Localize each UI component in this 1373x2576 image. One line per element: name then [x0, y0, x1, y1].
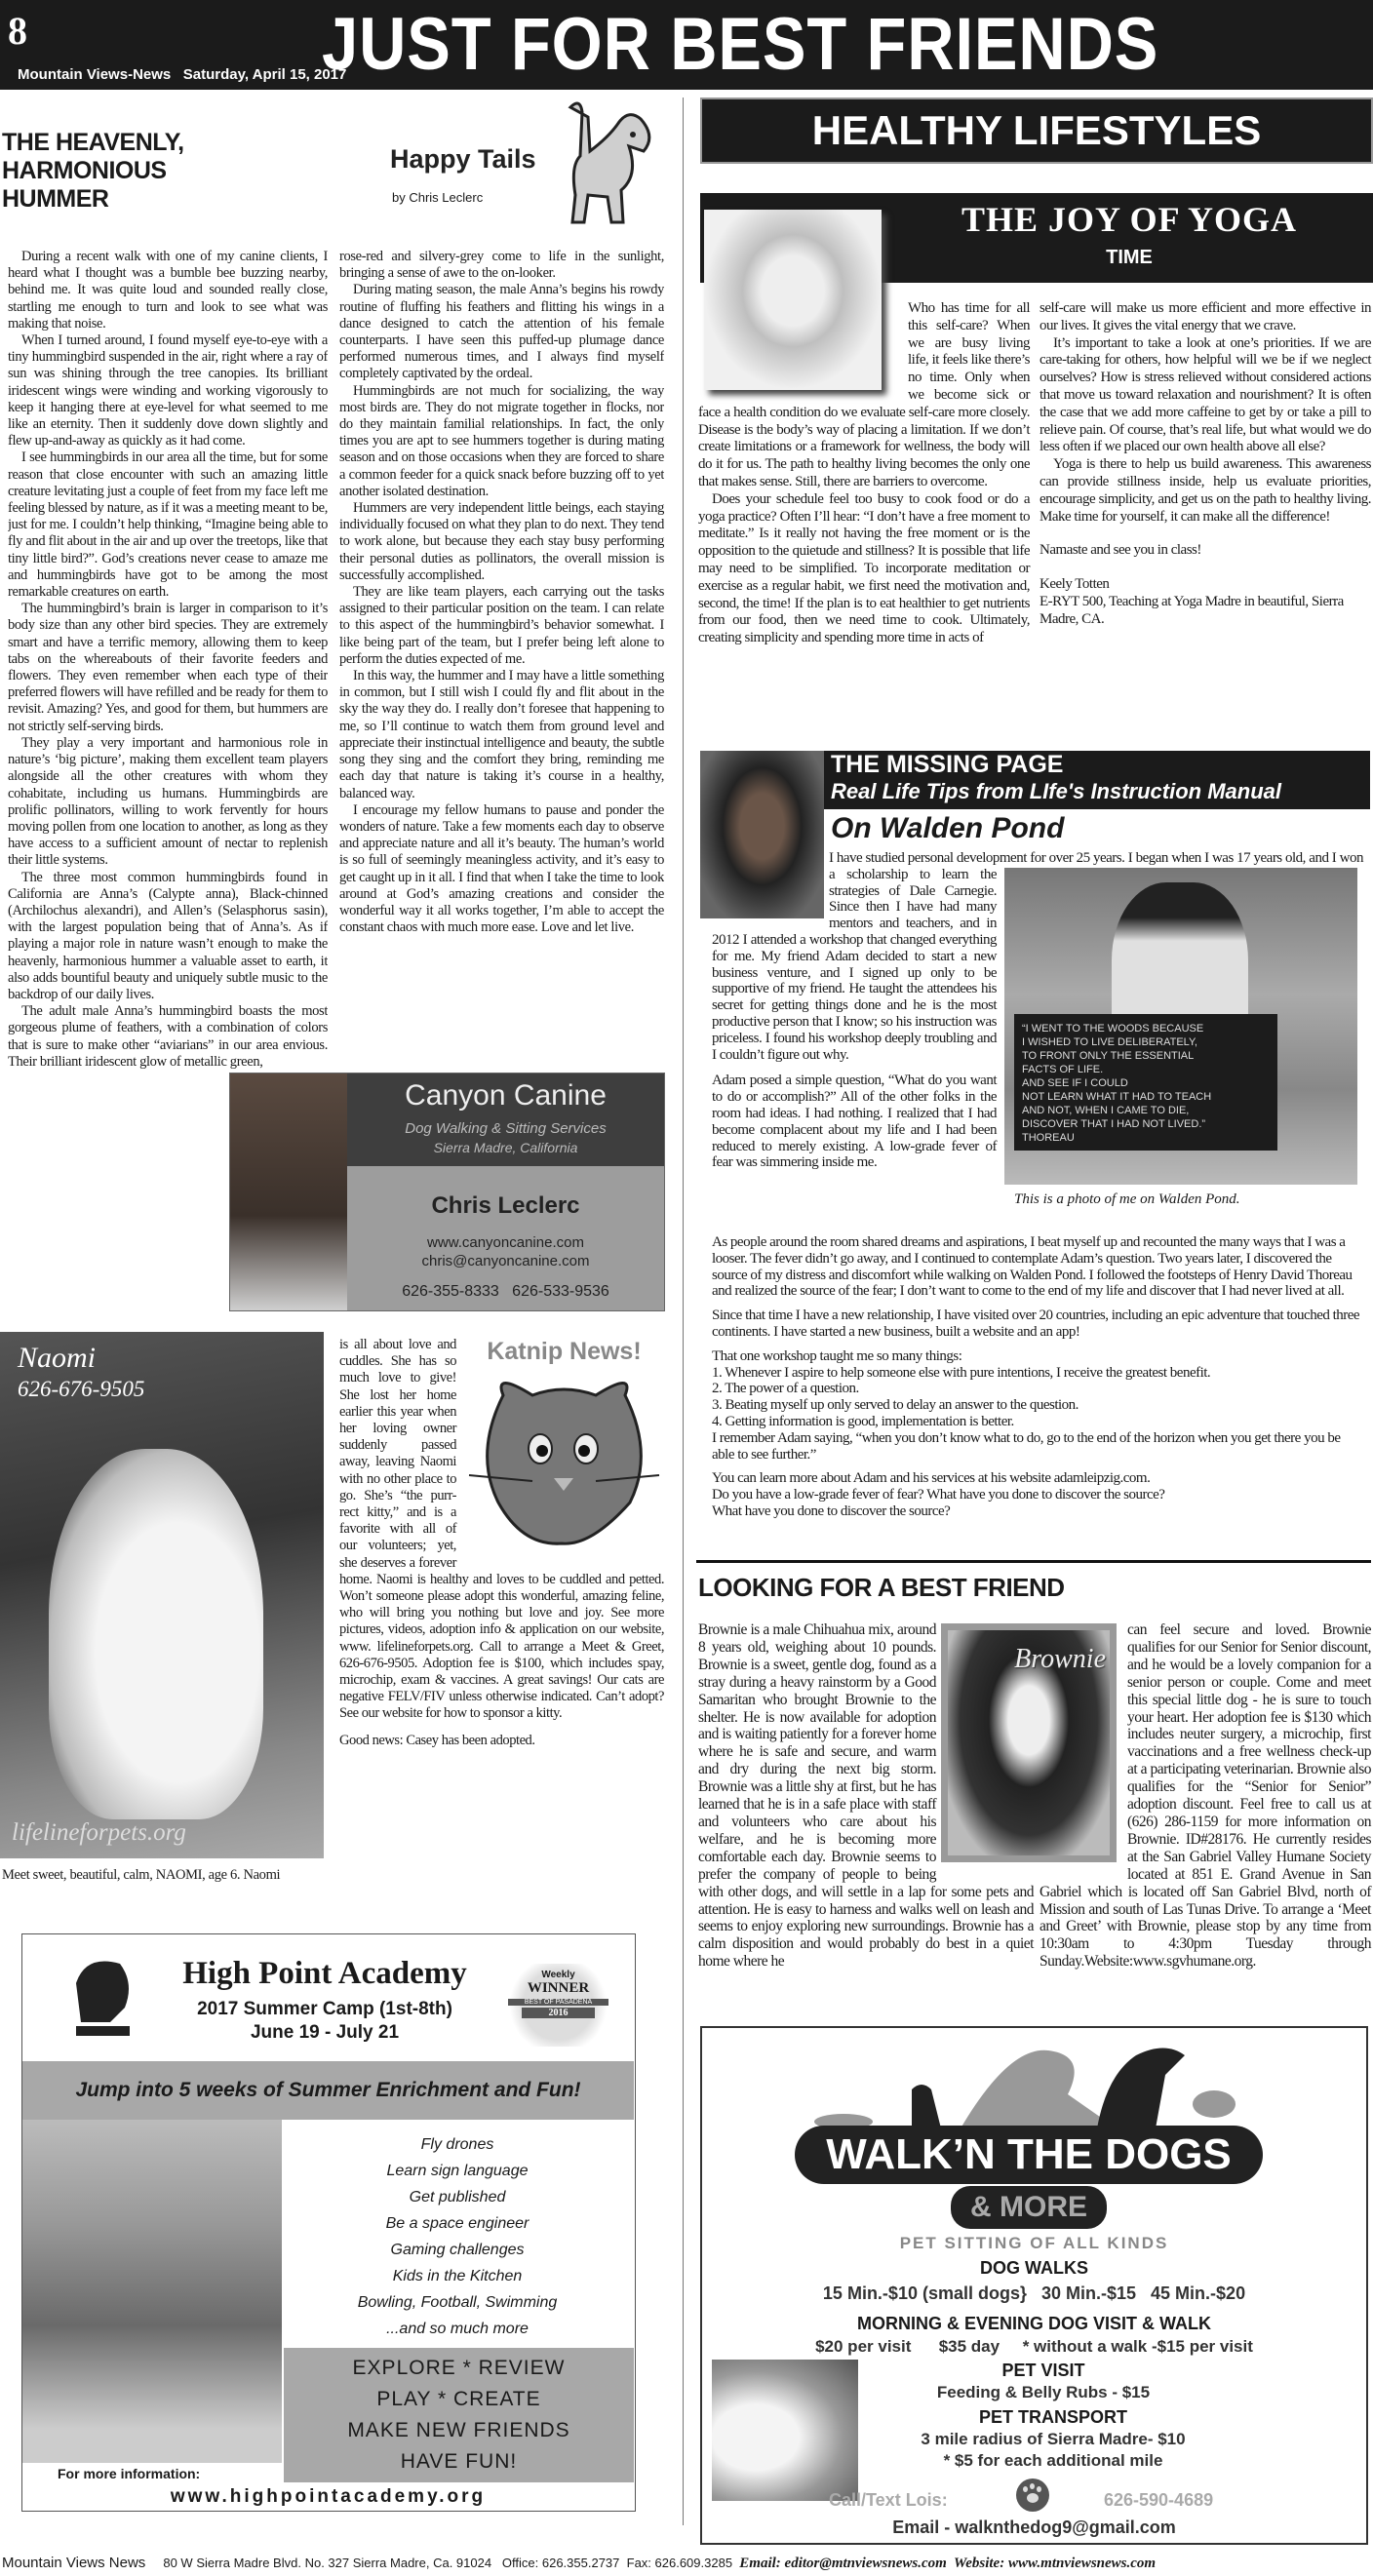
- masthead: [0, 0, 1373, 90]
- school-website[interactable]: www.highpointacademy.org: [170, 2486, 487, 2507]
- ad-person: Chris Leclerc: [431, 1192, 580, 1219]
- ad-location: Sierra Madre, California: [433, 1140, 578, 1155]
- naomi-description: is all about love and cuddles. She has so much love to give! She lost her home earlier this year when her loving owner suddenly passed away, leaving Naomi with no other place to go. She’s “the purr-rect kitty,” and is a favorite with all of our volunteers; yet, she deserves a forever home. Naomi is healthy and loves to be cuddled and petted. Won’t someone please adopt this wonderful, amazing feline, who will bring you nothing but love and joy. See more pictures, videos, adoption info & application on our website, www. lifelineforpets.org. Call to arrange a Meet & Greet, 626-676-9505. Adoption fee is $100, which includes spay, microchip, exam & vaccines. A great savings! Our cats are negative FELV/FIV unless otherwise indicated. Can’t adopt? See our website for how to sponsor a kitty.: [339, 1337, 664, 1722]
- sign-line: FACTS OF LIFE.: [1022, 1064, 1104, 1075]
- winner-badge: [502, 1964, 614, 2047]
- paragraph: Adam posed a simple question, “What do you want to do or accomplish?” All of the other folks in the room had ideas. I had nothing. I realized that I had become complacent about my life and I had been reduced to merely existing. A low-grade fever of fear was simmering inside me.: [712, 1073, 997, 1171]
- yoga-column-right: [1040, 300, 1371, 629]
- footer-fax: Fax: 626.609.3285: [626, 2556, 733, 2570]
- column-divider: [683, 98, 684, 2525]
- paragraph: I encourage my fellow humans to pause and ponder the wonders of nature. Take a few moments each day to observe and appreciate nature and all it’s beauty. The human’s world is so full of seemingly meaningless activity, and it’s easy to get caught up in it all. I find that when I take the time to look around at God’s amazing creations and consider the wonderful way it all works together, I’m able to accept the constant chaos with much more ease. Love and let live.: [339, 801, 664, 936]
- lois-and-dog-photo: [712, 2360, 858, 2501]
- thoreau-sign: [1014, 1014, 1277, 1151]
- paragraph: The adult male Anna’s hummingbird boasts the most gorgeous plume of feathers, with a combination of colors that is sure to make other “aviarians” in our area envious. Their brilliant iridescent glow of metallic green,: [8, 1003, 328, 1070]
- transport-extra: * $5 for each additional mile: [943, 2451, 1163, 2470]
- list-item: 4. Getting information is good, implementation is better.: [712, 1413, 1014, 1429]
- photo-label: Brownie: [1014, 1644, 1106, 1674]
- activity-item: Learn sign language: [386, 2163, 529, 2179]
- camp-dates: June 19 - July 21: [250, 2022, 400, 2043]
- photo-phone: 626-676-9505: [18, 1377, 145, 1401]
- paragraph: When I turned around, I found myself eye-to-eye with a tiny hummingbird suspended in the air, right where a ray of sun was shining through the tree canopies. Its brilliant iridescent wings were winding and working vigorously to keep it hanging there at eye-level for what seemed to me like an eternity. Then it suddenly dove down slightly and flew up-and-away as quickly as it had come.: [8, 332, 328, 449]
- paragraph: You can learn more about Adam and his services at his website adamleipzig.com.: [712, 1470, 1151, 1487]
- sign-line: DISCOVER THAT I HAD NOT LIVED.”: [1022, 1118, 1206, 1130]
- paragraph: rose-red and silvery-grey come to life in the sunlight, bringing a sense of awe to the on-looker.: [339, 249, 664, 282]
- sign-line: AND SEE IF I COULD: [1022, 1077, 1128, 1089]
- walden-photo-figure: [1004, 868, 1363, 1227]
- paragraph: In this way, the hummer and I may have a little something in common, but I still wish I could fly and flit about in the sky the way they do. I really don’t foresee that happening to me, so I’ll continue to watch them from ground level and appreciate their instinctual intelligence and beauty, the subtle song they sing and the comfort they bring, reminding me each day that nature is taking it’s course in a healthy, balanced way.: [339, 668, 664, 801]
- footer: [2, 2555, 1373, 2572]
- dog-cartoon-icon: [551, 98, 668, 229]
- ad-tagline: Dog Walking & Sitting Services: [405, 1120, 607, 1137]
- pet-silhouettes-icon: [795, 2036, 1263, 2133]
- paragraph: Hummingbirds are not much for socializing, the way most birds are. They do not migrate together in flocks, nor do they maintain familial relationships. In fact, the only times you are apt to see hummers together is during mating season and on those occasions when they are forced to share a common feeder for a quick snack before buzzing off to yet another isolated destination.: [339, 382, 664, 499]
- slogan: EXPLORE * REVIEW: [352, 2357, 566, 2379]
- camp-title: 2017 Summer Camp (1st-8th): [197, 1999, 452, 2019]
- naomi-text: [339, 1337, 664, 1749]
- transport-price: 3 mile radius of Sierra Madre- $10: [921, 2430, 1186, 2448]
- ad-email[interactable]: chris@canyoncanine.com: [421, 1253, 590, 1269]
- footer-office: Office: 626.355.2737: [501, 2556, 620, 2570]
- transport-title: PET TRANSPORT: [978, 2407, 1127, 2427]
- photo-name: Naomi: [18, 1342, 97, 1374]
- sign-line: NOT LEARN WHAT IT HAD TO TEACH: [1022, 1091, 1212, 1103]
- section-title: LOOKING FOR A BEST FRIEND: [698, 1573, 1065, 1602]
- footer-website[interactable]: Website: www.mtnviewsnews.com: [954, 2556, 1157, 2571]
- footer-address: 80 W Sierra Madre Blvd. No. 327 Sierra Madre, Ca. 91024: [163, 2556, 492, 2570]
- slogans: [284, 2348, 634, 2482]
- paragraph: Hummers are very independent little beings, each staying individually focused on what they plan to do next. They tend to work alone, but because they each stay busy performing their personal duties as pollinators, the overall mission is successfully accomplished.: [339, 500, 664, 583]
- high-point-academy-ad: [21, 1933, 636, 2512]
- sign-line: AND NOT, WHEN I CAME TO DIE,: [1022, 1105, 1190, 1116]
- ad-logo-name: WALK’N THE DOGS: [795, 2126, 1263, 2184]
- section-title: JUST FOR BEST FRIENDS: [322, 3, 1159, 86]
- eagle-logo-icon: [66, 1954, 135, 2042]
- sign-line: TO FRONT ONLY THE ESSENTIAL: [1022, 1050, 1195, 1062]
- walkn-the-dogs-ad: [700, 2026, 1368, 2545]
- column-title: THE JOY OF YOGA: [961, 200, 1297, 239]
- activity-item: Bowling, Football, Swimming: [357, 2294, 558, 2311]
- ad-name: Canyon Canine: [405, 1079, 607, 1112]
- phone[interactable]: 626-590-4689: [1104, 2490, 1214, 2510]
- slogan: PLAY * CREATE: [376, 2388, 541, 2410]
- school-name: High Point Academy: [182, 1956, 467, 1991]
- brownie-text-right: can feel secure and loved. Brownie qualifies for our Senior for Senior discount, and he would be a lovely companion for a senior person or couple. Come and meet this special little dog - he is sure to touch your heart. Her adoption fee is $130 which includes neuter surgery, a microchip, first vaccinations and a free wellness check-up at a participating veterinarian. Brownie also qualifies for the “Senior for Senior” adoption discount. Feel free to call us at (626) 286-1159 for more information on Brownie. ID#28176. He currently resides at the San Gabriel Valley Humane Society located at 851 E. Grand Avenue in San Gabriel which is located off San Gabriel Blvd, north of Mission and south of Las Tunas Drive. To arrange a ‘Meet and Greet’ with Brownie, please stop by any time from 10:30am to 4:30pm Tuesday through Sunday.Website:www.sgvhumane.org.: [1040, 1621, 1371, 1971]
- paragraph: During a recent walk with one of my canine clients, I heard what I thought was a bumble bee buzzing nearby, behind me. It was quite loud and sounded really close, startling me enough to turn and look to see what was making that noise.: [8, 249, 328, 332]
- footer-publication: Mountain Views News: [2, 2555, 146, 2571]
- cat-figure: [49, 1449, 263, 1819]
- activity-list: [282, 2131, 633, 2342]
- paw-print-icon: [1016, 2478, 1049, 2512]
- naomi-photo: [0, 1332, 324, 1858]
- paragraph: The three most common hummingbirds found in California are Anna’s (Calypte anna), Black-chinned (Archilochus alexandri), and Allen’s (Selasphorus sasin), with the largest population being that of Anna’s. As if playing a major role in nature wasn’t enough to make the heavenly, harmonious hummer a valuable asset to earth, it also adds bountiful beauty and uniquely subtle music to the backdrop of our daily lives.: [8, 869, 328, 1002]
- list-item: 2. The power of a question.: [712, 1381, 859, 1397]
- activity-item: Gaming challenges: [390, 2242, 525, 2258]
- paragraph: The hummingbird’s brain is larger in comparison to it’s body size than any other bird species. They are extremely smart and have a terrific memory, allowing them to keep tabs on the whereabouts of their favorite feeders and flowers. They even remember when each type of their preferred flowers will have refilled and be ready for them to revisit. Amazing? Yes, and good for them, but hummers are not strictly self-serving birds.: [8, 601, 328, 734]
- happy-tails-logo: [390, 98, 673, 229]
- photo-website: lifelineforpets.org: [12, 1819, 186, 1846]
- dateline: [18, 66, 346, 83]
- dog-walks-prices: 15 Min.-$10 (small dogs} 30 Min.-$15 45 Min.-$20: [822, 2283, 1246, 2303]
- call-label: Call/Text Lois:: [829, 2490, 948, 2510]
- dog-walks-title: DOG WALKS: [980, 2258, 1088, 2278]
- brownie-column-right: [1040, 1621, 1371, 1971]
- ad-email[interactable]: Email - walknthedog9@gmail.com: [892, 2517, 1176, 2537]
- author-credentials: E-RYT 500, Teaching at Yoga Madre in beautiful, Sierra Madre, CA.: [1040, 593, 1344, 627]
- brownie-text-left: Brownie is a male Chihuahua mix, around 8 years old, weighing about 10 pounds. Brownie is a sweet, gentle dog, found as a stray during a heavy rainstorm by a Good Samaritan who brought Brownie to the shelter. He is now available for adoption and is waiting patiently for a forever home where he is safe and secure, and warm and dry during the next big storm. Brownie was a little shy at first, but he has learned that he is in a safe place with staff and volunteers who care about his welfare, and he is becoming more comfortable each day. Brownie seems to prefer the company of people to being with other dogs, and will settle in a lap for some pets and attention. He is easy to harness and walks well on leash and seems to enjoy exploring new surroundings. Brownie has a calm disposition and would probably do best in a quiet home where he: [698, 1621, 1034, 1971]
- pet-visit-title: PET VISIT: [1001, 2361, 1085, 2380]
- paragraph: They are like team players, each carrying out the tasks assigned to their particular position on the team. I can relate to this aspect of the hummingbird’s behavior somewhat. I like being part of the team, but I prefer being left alone to perform the duties expected of me.: [339, 584, 664, 667]
- badge-year: 2016: [522, 2008, 595, 2018]
- katnip-title: Katnip News!: [487, 1338, 642, 1365]
- info-label: For more information:: [58, 2466, 201, 2481]
- sign-line: THOREAU: [1022, 1132, 1075, 1144]
- canyon-canine-ad: [229, 1073, 665, 1311]
- activity-item: ...and so much more: [386, 2321, 529, 2337]
- paragraph: Does your schedule feel too busy to cook food or do a yoga practice? Often I’ll hear: “I don’t have a free moment to meditate.” Is it really not having the free moment or is the opposition to the quietude and stillness? It is possible that life may need to be simplified. To incorporate meditation or exercise as a regular habit, we first need the motivation and, second, the time! If the plan is to eat healthier to get nutrients from our food, then we need time to cook. Ultimately, creating simplicity and spending more time in acts of: [698, 490, 1030, 646]
- photo-caption: This is a photo of me on Walden Pond.: [1014, 1191, 1240, 1207]
- signoff: Namaste and see you in class!: [1040, 542, 1201, 559]
- adam-quote: I remember Adam saying, “when you don’t know what to do, go to the end of the horizon when you get there you be able to see further.”: [712, 1429, 1341, 1463]
- column-logo-text: Happy Tails: [390, 144, 536, 174]
- brownie-column-left: [698, 1621, 1034, 1971]
- naomi-caption: Meet sweet, beautiful, calm, NAOMI, age 6. Naomi: [2, 1867, 281, 1883]
- yoga-column-left: [698, 300, 1030, 647]
- visit-prices: $20 per visit $35 day * without a walk -$15 per visit: [815, 2337, 1253, 2356]
- activity-item: Get published: [409, 2189, 506, 2205]
- pet-visit-price: Feeding & Belly Rubs - $15: [936, 2383, 1151, 2401]
- ad-website[interactable]: www.canyoncanine.com: [427, 1234, 584, 1251]
- article-title: THE HEAVENLY, HARMONIOUS HUMMER: [2, 129, 184, 213]
- paragraph: self-care will make us more efficient and more effective in our lives. It gives the vital energy that we crave.: [1040, 300, 1371, 333]
- missing-page-text: [712, 850, 1363, 1520]
- ad-tagline: PET SITTING OF ALL KINDS: [899, 2234, 1169, 2252]
- badge-top: Weekly: [541, 1970, 575, 1980]
- paragraph: What have you done to discover the source?: [712, 1503, 951, 1519]
- activity-item: Kids in the Kitchen: [392, 2268, 523, 2284]
- girl-jumping-photo: [22, 2120, 282, 2463]
- list-item: 1. Whenever I aspire to help someone else with pure intentions, I receive the greatest benefit.: [712, 1364, 1211, 1381]
- ad-phone-1: 626-355-8333: [402, 1283, 499, 1300]
- activity-item: Fly drones: [420, 2136, 494, 2153]
- publication-name: Mountain Views-News: [18, 66, 172, 83]
- footer-email[interactable]: Email: editor@mtnviewsnews.com: [739, 2556, 947, 2571]
- badge-ribbon: BEST OF PASADENA: [508, 1999, 608, 2006]
- healthy-lifestyles-header: HEALTHY LIFESTYLES: [700, 98, 1373, 164]
- sign-line: “I WENT TO THE WOODS BECAUSE: [1022, 1023, 1204, 1034]
- activity-item: Be a space engineer: [385, 2215, 530, 2232]
- paragraph: Yoga is there to help us build awareness. This awareness can provide stillness inside, help us evaluate priorities, encourage simplicity, and get us on the path to healthy living. Make time for yourself, it can make all the difference!: [1040, 456, 1371, 525]
- paragraph: Since that time I have a new relationship, I have visited over 20 countries, including an epic adventure that touched three continents. I have started a new business, built a website and an app!: [712, 1308, 1360, 1340]
- ad-phones: [347, 1283, 664, 1301]
- list-intro: That one workshop taught me so many things:: [712, 1347, 962, 1364]
- article-title: On Walden Pond: [831, 812, 1065, 844]
- bloodhound-photo: [230, 1073, 347, 1310]
- paragraph: I have studied personal development for over 25 years. I began when I was 17 years old, and I won a scholarship to learn the strategies of Dale Carnegie. Since then I have had many mentors and teachers, and in 2012 I attended a workshop that changed everything for me. My friend Adam decided to start a new business venture, and I signed up only to be supportive of my friend. He taught the attendees his secret for getting things done and he is the most productive person that I know; so his instruction was priceless. I found his workshop deeply troubling and I couldn’t figure out why.: [712, 850, 1363, 1063]
- ad-phone-2: 626-533-9536: [512, 1283, 609, 1300]
- paragraph: It’s important to take a look at one’s priorities. If we are care-taking for others, how helpful will we be if we neglect ourselves? How is stress relieved without considered actions that move us toward relaxation and nourishment? It is often the case that we add more caffeine to get by or take a pill to relieve pain. Of course, that’s real life, but what would we do less often if we placed our own health above all else?: [1040, 334, 1371, 455]
- sign-line: I WISHED TO LIVE DELIBERATELY,: [1022, 1036, 1197, 1048]
- slogan: MAKE NEW FRIENDS: [347, 2419, 570, 2441]
- byline: by Chris Leclerc: [392, 190, 484, 205]
- author-name: Keely Totten: [1040, 576, 1110, 593]
- slogan: HAVE FUN!: [400, 2450, 518, 2473]
- walden-pond-photo: [1004, 868, 1357, 1185]
- ad-logo-more: & MORE: [951, 2186, 1107, 2229]
- cat-face-icon: [464, 1366, 664, 1551]
- column-title: THE MISSING PAGE: [831, 751, 1064, 778]
- list-item: 3. Beating myself up only served to delay an answer to the question.: [712, 1397, 1079, 1414]
- page-number: 8: [8, 9, 27, 53]
- paragraph: I see hummingbirds in our area all the time, but for some reason that close encounter with such an amazing little creature levitating just a couple of feet from my face left me feeling blessed by nature, as if it was a meeting meant to be, just for me. I couldn’t help thinking, “Imagine being able to fly and flit about in the air and up over the treetops, like that tiny little bird?”. God’s creations never cease to amaze me and hummingbirds have got to be among the most remarkable creatures on earth.: [8, 449, 328, 601]
- article-title: TIME: [1106, 247, 1153, 268]
- paragraph: Who has time for all this self-care? When we are busy living life, it feels like there’s no time. Only when we become sick or face a health condition do we evaluate self-care more closely. Disease is the body’s way of placing a limitation. If we don’t create limitations or a framework for wellness, the body will do it for us. The path to healthy living becomes the only one that makes sense. Still, there are barriers to overcome.: [698, 300, 1030, 489]
- good-news: Good news: Casey has been adopted.: [339, 1732, 535, 1748]
- section-rule: [696, 1560, 1371, 1563]
- missing-page-header: [824, 751, 1370, 809]
- katnip-news-graphic: [464, 1337, 664, 1556]
- paragraph: During mating season, the male Anna’s begins his rowdy routine of fluffing his feathers and flitting his wings in a dance designed to catch the attention of his female counterparts. I have seen this puffed-up plumage dance performed numerous times, and I always find myself completely captivated by the ordeal.: [339, 282, 664, 382]
- banner: Jump into 5 weeks of Summer Enrichment and Fun!: [22, 2061, 634, 2120]
- column-subtitle: Real Life Tips from LIfe's Instruction Manual: [831, 779, 1281, 803]
- hummer-column-right: [339, 249, 664, 1066]
- issue-date: Saturday, April 15, 2017: [182, 66, 347, 83]
- paragraph: They play a very important and harmonious role in nature’s ‘big picture’, making them excellent team players alongside all the other creatures with whom they cohabitate, including us humans. Hummingbirds are prolific pollinators, willing to work fervently for hours moving pollen from one location to another, as long as they have access to a sufficient amount of nectar to replenish their little systems.: [8, 734, 328, 869]
- badge-main: WINNER: [527, 1980, 590, 1996]
- visit-title: MORNING & EVENING DOG VISIT & WALK: [856, 2314, 1211, 2333]
- paragraph: Do you have a low-grade fever of fear? What have you done to discover the source?: [712, 1487, 1165, 1503]
- paragraph: As people around the room shared dreams and aspirations, I beat myself up and recounted the many ways that I was a looser. The fever didn’t go away, and I continued to contemplate Adam’s question. Two years later, I discovered the source of my distress and discomfort while walking on Walden Pond. I followed the footsteps of Henry David Thoreau and realized the source of the fear; I don’t want to come to the end of my life and discover that I had never lived at all.: [712, 1234, 1353, 1300]
